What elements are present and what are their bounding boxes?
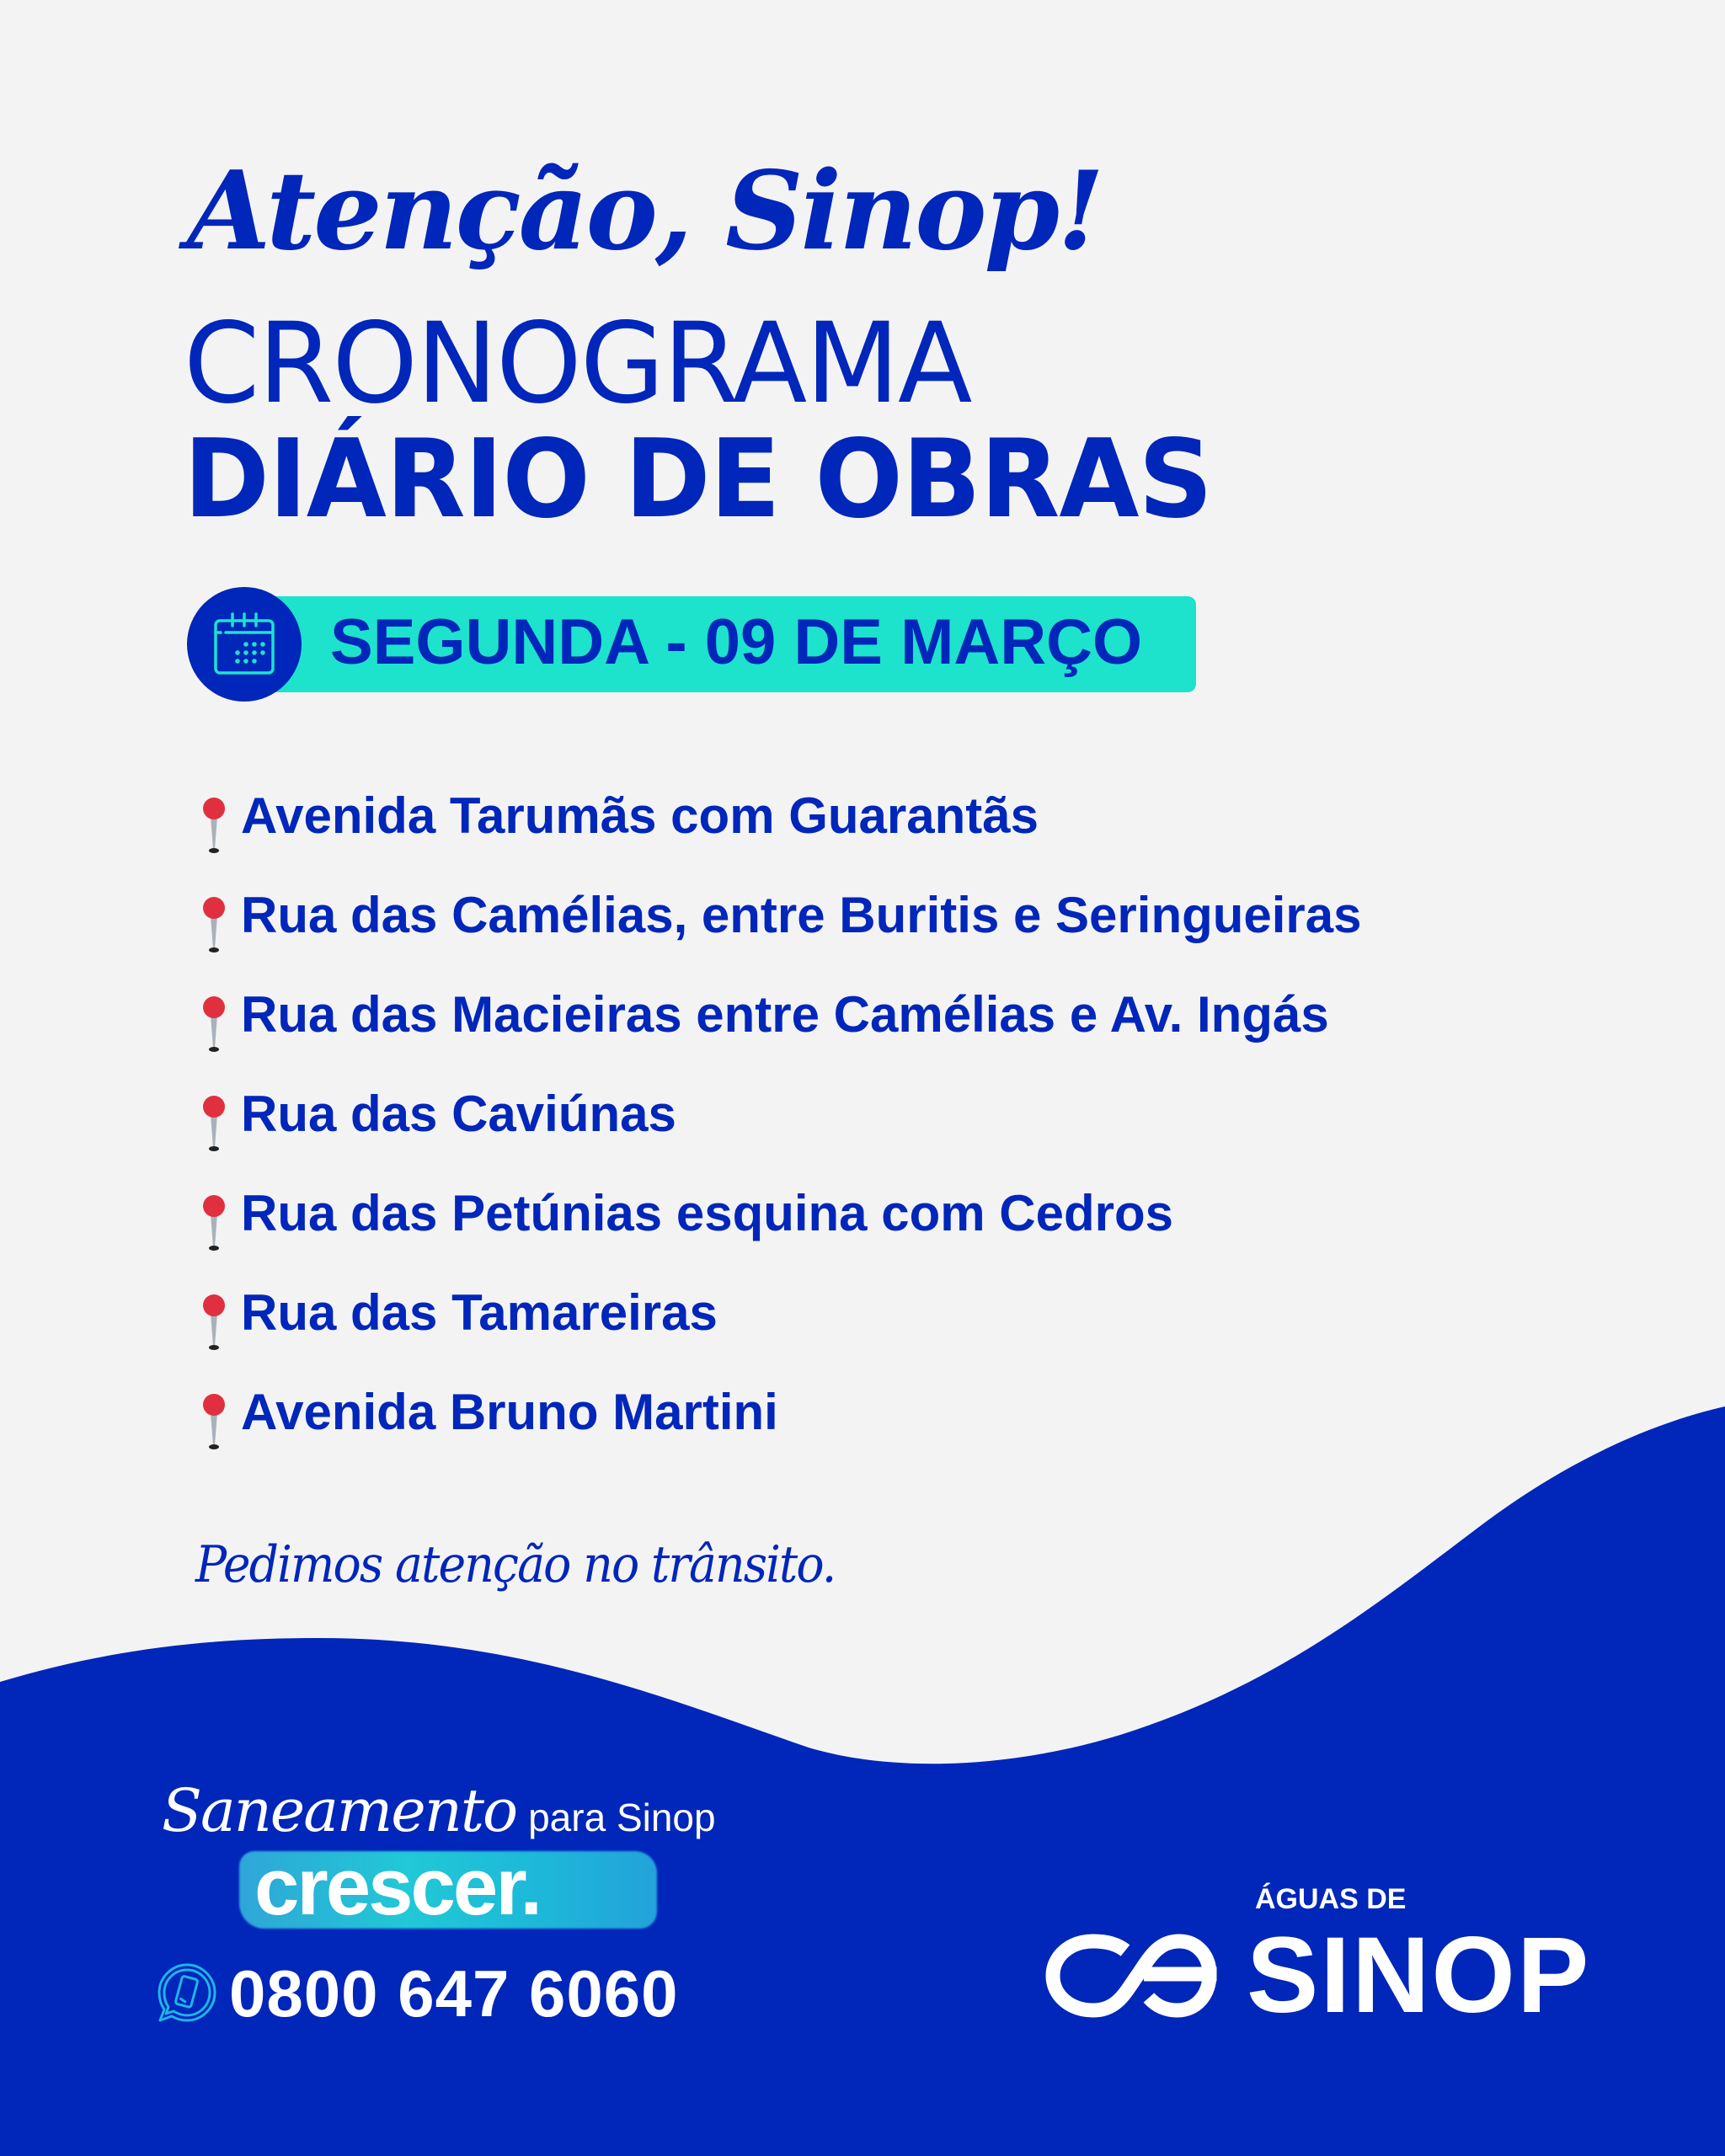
aguas-de-sinop-logo-mark: [1044, 1934, 1218, 2018]
location-label: Avenida Tarumãs com Guarantãs: [241, 787, 1039, 844]
list-item: [199, 782, 1362, 881]
title-diario-de-obras: DIÁRIO DE OBRAS: [184, 417, 1213, 542]
slogan-highlight: crescer.: [254, 1842, 541, 1932]
closing-note: Pedimos atenção no trânsito.: [195, 1535, 836, 1594]
round-pushpin-icon: [199, 995, 229, 1054]
round-pushpin-icon: [199, 1393, 229, 1452]
location-label: Rua das Caviúnas: [241, 1086, 676, 1142]
date-label: SEGUNDA - 09 DE MARÇO: [330, 606, 1143, 678]
title-cronograma: CRONOGRAMA: [184, 299, 971, 429]
list-item: [199, 1080, 1362, 1179]
slogan-small: para Sinop: [528, 1796, 716, 1839]
list-item: [199, 1278, 1362, 1378]
location-label: Rua das Macieiras entre Camélias e Av. Ingás: [241, 986, 1329, 1043]
list-item: [199, 881, 1362, 980]
round-pushpin-icon: [199, 1194, 229, 1253]
list-item: [199, 1179, 1362, 1278]
logo-wordmark: SINOP: [1247, 1915, 1591, 2036]
location-label: Avenida Bruno Martini: [241, 1384, 778, 1440]
slogan: [162, 1777, 716, 1844]
round-pushpin-icon: [199, 896, 229, 955]
logo-top-text: ÁGUAS DE: [1255, 1883, 1407, 1915]
location-label: Rua das Petúnias esquina com Cedros: [241, 1185, 1173, 1241]
round-pushpin-icon: [199, 1294, 229, 1353]
round-pushpin-icon: [199, 1095, 229, 1154]
whatsapp-phone-icon: [155, 1961, 219, 2025]
location-label: Rua das Camélias, entre Buritis e Seringueiras: [241, 887, 1362, 943]
round-pushpin-icon: [199, 797, 229, 856]
date-badge-icon-circle: [187, 587, 302, 702]
slogan-script: Saneamento: [162, 1776, 517, 1845]
calendar-icon: [209, 609, 280, 680]
phone-number[interactable]: 0800 647 6060: [229, 1956, 679, 2031]
list-item: [199, 1378, 1362, 1477]
location-label: Rua das Tamareiras: [241, 1284, 718, 1341]
list-item: [199, 980, 1362, 1080]
headline: Atenção, Sinop!: [187, 148, 1103, 275]
location-list: [199, 782, 1362, 1477]
